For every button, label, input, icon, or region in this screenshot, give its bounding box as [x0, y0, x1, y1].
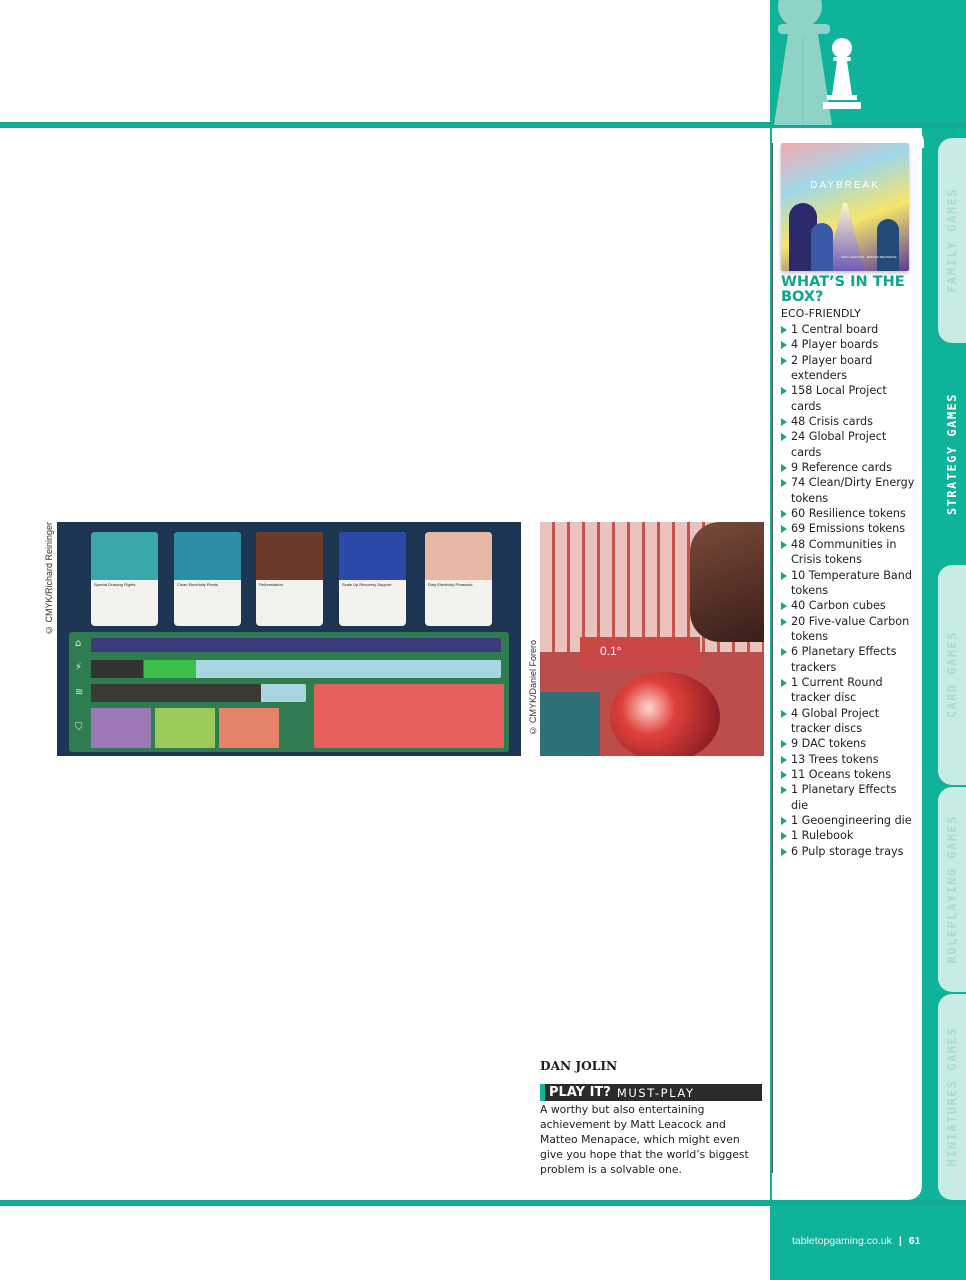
verdict-rating: MUST-PLAY — [616, 1085, 695, 1100]
photo-credit-right: © CMYK/Daniel Forero — [528, 640, 538, 736]
box-contents-item: 20 Five-value Carbon tokens — [781, 614, 916, 645]
box-contents-item: 10 Temperature Band tokens — [781, 568, 916, 599]
box-contents-item: 9 Reference cards — [781, 460, 916, 475]
resilience-purple — [91, 708, 151, 748]
box-contents-item: 24 Global Project cards — [781, 429, 916, 460]
emissions-track — [91, 684, 306, 702]
box-contents-item: 1 Current Round tracker disc — [781, 675, 916, 706]
box-contents-item: 1 Rulebook — [781, 828, 916, 843]
ocean-area — [540, 692, 600, 756]
tab-card-games[interactable]: CARD GAMES — [938, 565, 966, 785]
round-track — [91, 638, 501, 652]
box-contents-item: 40 Carbon cubes — [781, 598, 916, 613]
carbon-area — [314, 684, 504, 748]
box-contents-item: 1 Geoengineering die — [781, 813, 916, 828]
box-contents-item: 6 Pulp storage trays — [781, 844, 916, 859]
verdict-accent — [540, 1084, 545, 1101]
card-reforestation: Reforestation — [256, 532, 323, 626]
thermo-label-block: 0.1° — [580, 637, 700, 667]
bottom-teal-rule — [0, 1200, 966, 1206]
tab-family-games[interactable]: FAMILY GAMES — [938, 138, 966, 343]
emissions-icon: ≋ — [75, 687, 84, 698]
box-contents-item: 48 Crisis cards — [781, 414, 916, 429]
footer-separator: | — [898, 1235, 902, 1247]
player-board — [69, 632, 509, 752]
box-contents-list — [781, 322, 916, 859]
lightning-icon: ⚡ — [75, 662, 83, 673]
card-scale-up-recovery-support: Scale Up Recovery Support — [339, 532, 406, 626]
box-contents-item: 74 Clean/Dirty Energy tokens — [781, 475, 916, 506]
house-icon: ⌂ — [75, 638, 82, 649]
card-dirty-electricity-phaseout: Dirty Electricity Phaseout — [425, 532, 492, 626]
box-contents-item: 60 Resilience tokens — [781, 506, 916, 521]
thermometer-bulb — [610, 672, 720, 756]
box-contents-item: 69 Emissions tokens — [781, 521, 916, 536]
small-pawn-icon — [822, 37, 862, 112]
shield-icon: ⛉ — [75, 722, 83, 733]
resilience-green — [155, 708, 215, 748]
box-contents-item: 1 Central board — [781, 322, 916, 337]
box-cover-title: DAYBREAK — [810, 180, 880, 191]
resilience-orange — [219, 708, 279, 748]
whats-in-the-box-heading: WHAT’S IN THE BOX? — [781, 274, 905, 305]
site-url[interactable]: tabletopgaming.co.uk — [792, 1235, 892, 1247]
box-contents-item: 48 Communities in Crisis tokens — [781, 537, 916, 568]
box-contents-item: 4 Player boards — [781, 337, 916, 352]
box-cover-credits: MATT LEACOCK · MATTEO MENAPACE — [841, 255, 897, 259]
game-board-photo — [57, 522, 521, 756]
box-contents-item: 1 Planetary Effects die — [781, 782, 916, 813]
hand — [690, 522, 764, 642]
box-contents-item: 158 Local Project cards — [781, 383, 916, 414]
page-number: 61 — [908, 1235, 921, 1247]
verdict-bar — [540, 1084, 762, 1101]
cover-figure — [877, 219, 899, 271]
photo-credit-left: © CMYK/Richard Reininger — [44, 522, 54, 636]
author-byline: DAN JOLIN — [540, 1059, 618, 1073]
verdict-text: A worthy but also entertaining achievement by Matt Leacock and Matteo Menapace, which might even give you hope that the world’s biggest problem is a solvable one. — [540, 1103, 749, 1176]
box-cover-image — [781, 143, 909, 271]
card-clean-electricity-plants: Clean Electricity Plants — [174, 532, 241, 626]
temperature-track-photo — [540, 522, 764, 756]
tab-roleplaying-games[interactable]: ROLEPLAYING GAMES — [938, 787, 966, 992]
box-contents-item: 9 DAC tokens — [781, 736, 916, 751]
card-special-drawing-rights: Special Drawing Rights — [91, 532, 158, 626]
tab-miniatures-games[interactable]: MINIATURES GAMES — [938, 994, 966, 1200]
cover-figure — [811, 223, 833, 271]
page-footer — [792, 1235, 920, 1247]
box-contents-item: 11 Oceans tokens — [781, 767, 916, 782]
sidebar-divider — [772, 143, 773, 1173]
tab-strategy-games[interactable]: STRATEGY GAMES — [938, 343, 966, 565]
whats-in-the-box-subheading: ECO-FRIENDLY — [781, 307, 861, 320]
box-contents-item: 2 Player board extenders — [781, 353, 916, 384]
box-contents-item: 13 Trees tokens — [781, 752, 916, 767]
verdict-label: PLAY IT? — [549, 1085, 611, 1100]
energy-track — [91, 660, 501, 678]
box-contents-item: 4 Global Project tracker discs — [781, 706, 916, 737]
box-contents-item: 6 Planetary Effects trackers — [781, 644, 916, 675]
